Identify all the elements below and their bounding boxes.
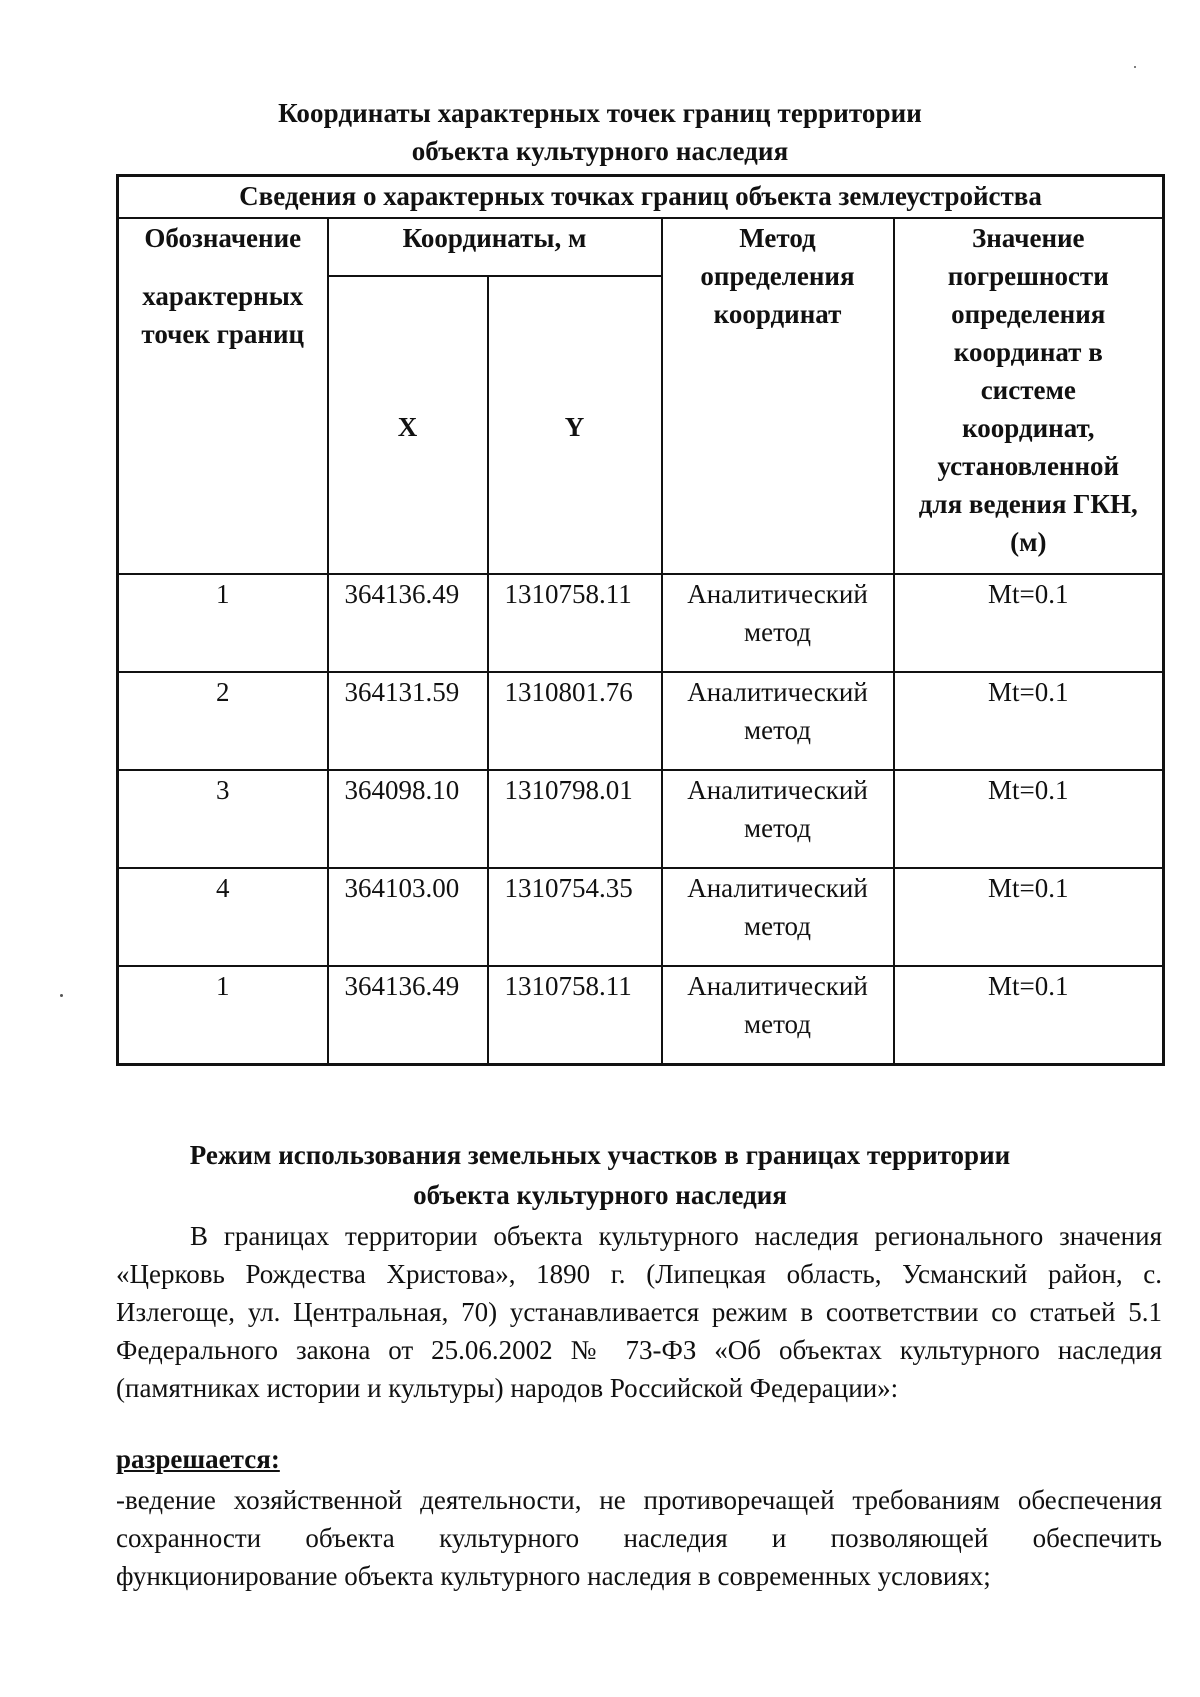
- cell-method-line-1: Аналитический: [687, 971, 868, 1001]
- cell-error: Mt=0.1: [894, 966, 1164, 1065]
- table-row: [118, 966, 1164, 1065]
- regime-title-line-2: объекта культурного наследия: [413, 1180, 787, 1210]
- cell-y: 1310801.76: [488, 672, 662, 770]
- header-method-line-1: Метод: [739, 223, 816, 253]
- header-method-line-3: координат: [713, 299, 842, 329]
- header-error-line-5: системе: [980, 375, 1076, 405]
- header-coordinates: Координаты, м: [328, 218, 662, 276]
- table-row: [118, 868, 1164, 966]
- cell-x: 364131.59: [328, 672, 488, 770]
- cell-point: 3: [118, 770, 328, 868]
- header-error-line-7: установленной: [937, 451, 1120, 481]
- table-row: [118, 672, 1164, 770]
- header-designation-line-2: характерных: [142, 281, 304, 311]
- scan-speck: [60, 994, 63, 997]
- cell-error: Mt=0.1: [894, 672, 1164, 770]
- header-method-line-2: определения: [700, 261, 855, 291]
- cell-y: 1310758.11: [488, 574, 662, 672]
- table-row: [118, 770, 1164, 868]
- allowed-heading: разрешается:: [116, 1444, 280, 1474]
- cell-point: 2: [118, 672, 328, 770]
- cell-error: Mt=0.1: [894, 770, 1164, 868]
- header-method: [662, 218, 894, 574]
- document-title-line-1: Координаты характерных точек границ территории: [278, 98, 922, 128]
- cell-error: Mt=0.1: [894, 868, 1164, 966]
- cell-y: 1310798.01: [488, 770, 662, 868]
- header-designation-line-3: точек границ: [141, 319, 305, 349]
- cell-method-line-2: метод: [744, 911, 811, 941]
- cell-y: 1310758.11: [488, 966, 662, 1065]
- cell-point: 4: [118, 868, 328, 966]
- document-title-line-2: объекта культурного наследия: [411, 136, 789, 166]
- table-row: [118, 574, 1164, 672]
- header-error-line-3: определения: [951, 299, 1106, 329]
- cell-x: 364103.00: [328, 868, 488, 966]
- header-error-line-6: координат,: [962, 413, 1095, 443]
- header-error: [894, 218, 1164, 574]
- cell-method-line-2: метод: [744, 715, 811, 745]
- cell-method-line-2: метод: [744, 813, 811, 843]
- cell-method-line-2: метод: [744, 617, 811, 647]
- header-error-line-2: погрешности: [947, 261, 1109, 291]
- cell-point: 1: [118, 966, 328, 1065]
- header-y: [488, 276, 662, 574]
- cell-method: [662, 966, 894, 1065]
- cell-method-line-1: Аналитический: [687, 775, 868, 805]
- table-caption: Сведения о характерных точках границ объекта землеустройства: [118, 176, 1164, 219]
- cell-method-line-2: метод: [744, 1009, 811, 1039]
- cell-x: 364136.49: [328, 574, 488, 672]
- header-error-line-1: Значение: [972, 223, 1085, 253]
- header-x: [328, 276, 488, 574]
- cell-x: 364098.10: [328, 770, 488, 868]
- cell-x: 364136.49: [328, 966, 488, 1065]
- cell-y: 1310754.35: [488, 868, 662, 966]
- header-error-line-9: (м): [1010, 527, 1047, 557]
- header-x-label: X: [397, 412, 418, 442]
- cell-method: [662, 770, 894, 868]
- cell-method: [662, 574, 894, 672]
- cell-method-line-1: Аналитический: [687, 579, 868, 609]
- scan-speck: [1134, 66, 1136, 68]
- header-designation-line-1: Обозначение: [144, 223, 302, 253]
- cell-method: [662, 868, 894, 966]
- cell-error: Mt=0.1: [894, 574, 1164, 672]
- regime-title-line-1: Режим использования земельных участков в границах территории: [189, 1140, 1011, 1170]
- header-designation: [118, 218, 328, 574]
- cell-method: [662, 672, 894, 770]
- coordinates-table: [116, 174, 1165, 1066]
- cell-method-line-1: Аналитический: [687, 677, 868, 707]
- allowed-item: -ведение хозяйственной деятельности, не противоречащей требованиям обеспечения сохранности объекта культурного наследия и позволяющей обеспечить функционирование объекта культурного наследия в современных условиях;: [116, 1485, 1162, 1591]
- header-error-line-4: координат в: [953, 337, 1103, 367]
- header-y-label: Y: [564, 412, 585, 442]
- cell-method-line-1: Аналитический: [687, 873, 868, 903]
- cell-point: 1: [118, 574, 328, 672]
- regime-paragraph: В границах территории объекта культурного наследия регионального значения «Церковь Рождества Христова», 1890 г. (Липецкая область, Усманский район, с. Излегоще, ул. Центральная, 70) устанавливается режим в соответствии со статьей 5.1 Федерального закона от 25.06.2002 № 73-ФЗ «Об объектах культурного наследия (памятниках истории и культуры) народов Российской Федерации»:: [116, 1221, 1162, 1403]
- header-error-line-8: для ведения ГКН,: [918, 489, 1138, 519]
